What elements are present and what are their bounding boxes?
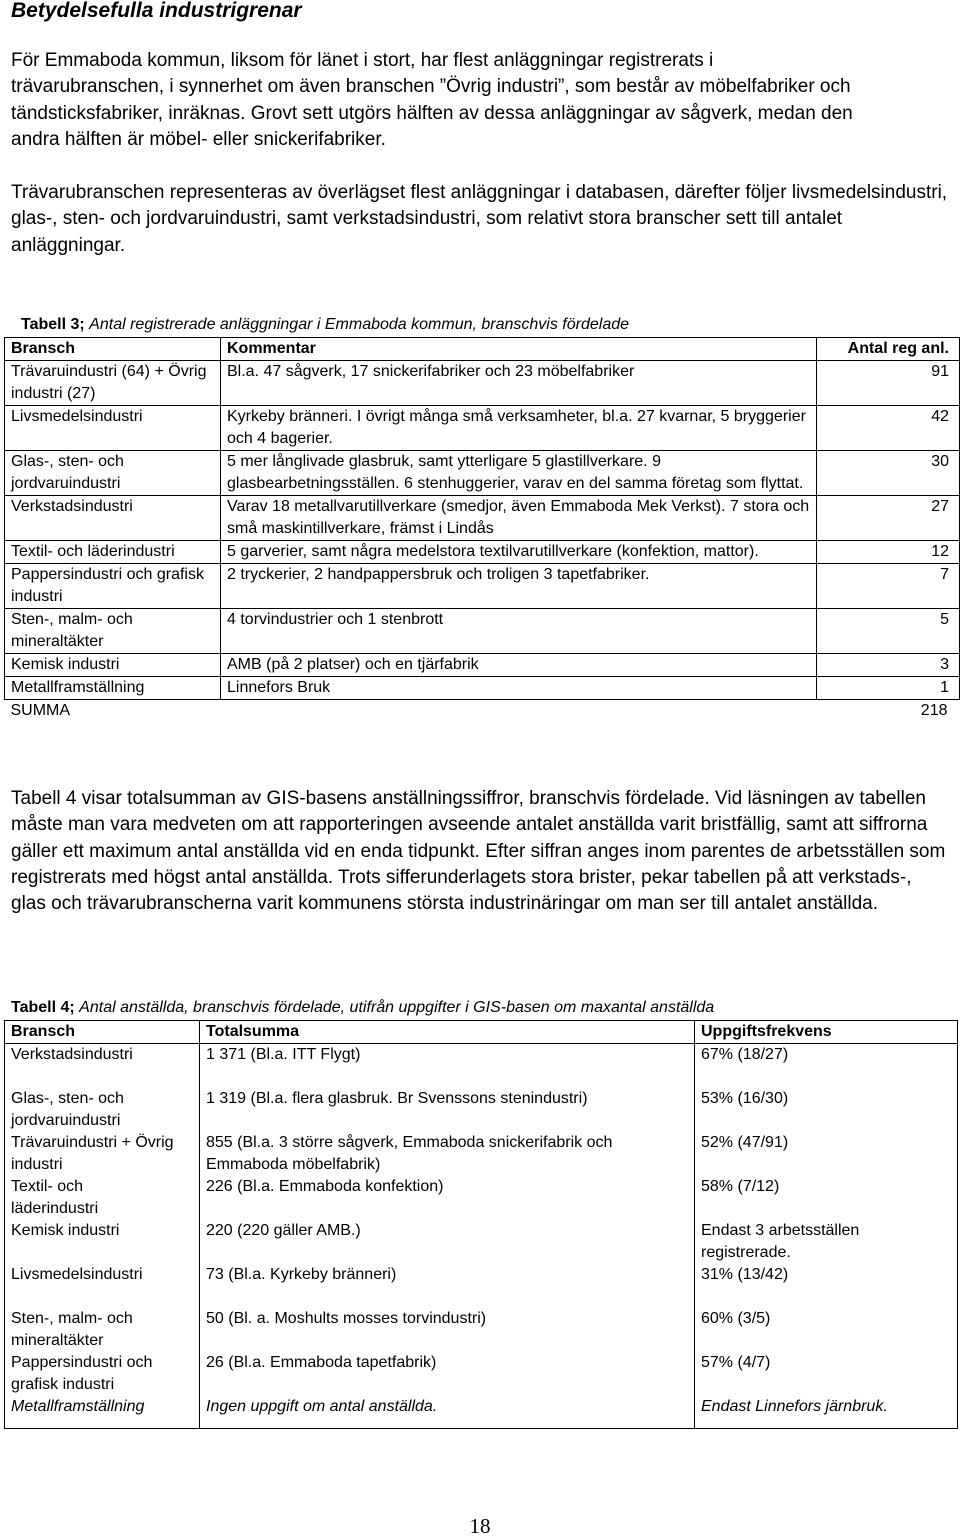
table-row (5, 406, 960, 451)
table-row (5, 609, 960, 654)
paragraph-table4-intro: Tabell 4 visar totalsumman av GIS-basens anställningssiffror, branschvis fördelade. Vid läsningen av tabellen måste man vara medveten om att rapporteringen avseende antalet anställda varit bristfällig, samt att siffrorna gäller ett maximum antal anställda vid en enda tidpunkt. Efter siffran anges inom parentes de arbetsställen som registrerats med högst antal anställda. Trots sifferunderlagets stora brister, pekar tabellen på att verkstads-, glas och trävarubranscherna varit kommunens största industrinäringar om man ser till antalet anställda. (11, 788, 946, 915)
table-row (5, 1176, 958, 1220)
table3-sum-value: 218 (817, 700, 960, 723)
table-row (5, 677, 960, 700)
table4-header-totalsumma: Totalsumma (200, 1021, 695, 1044)
table3-cell-bransch: Sten-, malm- och mineraltäkter (5, 609, 221, 654)
table3-cell-kommentar: 2 tryckerier, 2 handpappersbruk och troligen 3 tapetfabriker. (221, 564, 817, 609)
table3-cell-bransch: Kemisk industri (5, 654, 221, 677)
table-row (5, 1396, 958, 1429)
table4-header-row (5, 1021, 958, 1044)
table3-header-kommentar: Kommentar (221, 338, 817, 361)
table4-caption (11, 997, 714, 1019)
table3-header-antal: Antal reg anl. (817, 338, 960, 361)
table4-cell-bransch: Metallframställning (5, 1396, 200, 1429)
table3-cell-kommentar: Varav 18 metallvarutillverkare (smedjor, även Emmaboda Mek Verkst). 7 stora och små maskintillverkare, främst i Lindås (221, 496, 817, 541)
table4-cell-bransch: Glas-, sten- och jordvaruindustri (5, 1088, 200, 1132)
table3-cell-kommentar: Linnefors Bruk (221, 677, 817, 700)
paragraph-intro: För Emmaboda kommun, liksom för länet i stort, har flest anläggningar registrerats i trävarubranschen, i synnerhet om även branschen ”Övrig industri”, som består av möbelfabriker och tändsticksfabriker, inräknas. Grovt sett utgörs hälften av dessa anläggningar av sågverk, medan den andra hälften är möbel- eller snickerifabriker. (11, 50, 853, 150)
table3-caption (21, 314, 629, 336)
table4-cell-total: 50 (Bl. a. Moshults mosses torvindustri) (200, 1308, 695, 1352)
table4-cell-frekvens: Endast Linnefors järnbruk. (695, 1396, 958, 1429)
table-row (5, 654, 960, 677)
table-row (5, 541, 960, 564)
table-row (5, 1044, 958, 1089)
table4-cell-bransch: Sten-, malm- och mineraltäkter (5, 1308, 200, 1352)
table4-cell-bransch: Livsmedelsindustri (5, 1264, 200, 1308)
table3-cell-antal: 1 (817, 677, 960, 700)
table3-cell-bransch: Metallframställning (5, 677, 221, 700)
table4-cell-frekvens: 31% (13/42) (695, 1264, 958, 1308)
table3-cell-bransch: Trävaruindustri (64) + Övrig industri (27) (5, 361, 221, 406)
table4-cell-total: 1 371 (Bl.a. ITT Flygt) (200, 1044, 695, 1089)
table4-cell-frekvens: Endast 3 arbetsställen registrerade. (695, 1220, 958, 1264)
table3-cell-antal: 27 (817, 496, 960, 541)
table-row (5, 1132, 958, 1176)
table4-cell-total: Ingen uppgift om antal anställda. (200, 1396, 695, 1429)
table-row (5, 1088, 958, 1132)
table3-cell-kommentar: AMB (på 2 platser) och en tjärfabrik (221, 654, 817, 677)
table3 (4, 337, 960, 722)
page-number: 18 (469, 1514, 491, 1538)
table4-caption-label: Tabell 4; (11, 999, 75, 1016)
table4-header-bransch: Bransch (5, 1021, 200, 1044)
table4-cell-bransch: Pappersindustri och grafisk industri (5, 1352, 200, 1396)
table3-cell-kommentar: 5 mer långlivade glasbruk, samt ytterligare 5 glastillverkare. 9 glasbearbetningsställen. 6 stenhuggerier, varav en del samma företag som flyttat. (221, 451, 817, 496)
table-row (5, 361, 960, 406)
table4-cell-total: 855 (Bl.a. 3 större sågverk, Emmaboda snickerifabrik och Emmaboda möbelfabrik) (200, 1132, 695, 1176)
table3-cell-bransch: Glas-, sten- och jordvaruindustri (5, 451, 221, 496)
table3-cell-antal: 7 (817, 564, 960, 609)
table3-cell-bransch: Livsmedelsindustri (5, 406, 221, 451)
table-row (5, 1220, 958, 1264)
table3-cell-antal: 91 (817, 361, 960, 406)
table3-sum-empty (221, 700, 817, 723)
table3-cell-kommentar: 4 torvindustrier och 1 stenbrott (221, 609, 817, 654)
table-row (5, 1352, 958, 1396)
table4-cell-total: 1 319 (Bl.a. flera glasbruk. Br Svenssons stenindustri) (200, 1088, 695, 1132)
section-heading: Betydelsefulla industrigrenar (11, 0, 302, 22)
table-row (5, 451, 960, 496)
table-row (5, 1264, 958, 1308)
table4-cell-bransch: Trävaruindustri + Övrig industri (5, 1132, 200, 1176)
table3-cell-antal: 3 (817, 654, 960, 677)
table3-cell-kommentar: 5 garverier, samt några medelstora textilvarutillverkare (konfektion, mattor). (221, 541, 817, 564)
table4-cell-frekvens: 52% (47/91) (695, 1132, 958, 1176)
table4-header-frekvens: Uppgiftsfrekvens (695, 1021, 958, 1044)
table4-cell-bransch: Kemisk industri (5, 1220, 200, 1264)
table4-cell-frekvens: 57% (4/7) (695, 1352, 958, 1396)
table4-cell-frekvens: 58% (7/12) (695, 1176, 958, 1220)
table4 (4, 1020, 958, 1429)
table4-cell-total: 73 (Bl.a. Kyrkeby bränneri) (200, 1264, 695, 1308)
table4-cell-total: 226 (Bl.a. Emmaboda konfektion) (200, 1176, 695, 1220)
table3-cell-antal: 12 (817, 541, 960, 564)
table3-cell-bransch: Pappersindustri och grafisk industri (5, 564, 221, 609)
table3-cell-bransch: Verkstadsindustri (5, 496, 221, 541)
table3-caption-label: Tabell 3; (21, 316, 85, 333)
table3-header-row (5, 338, 960, 361)
table3-cell-antal: 5 (817, 609, 960, 654)
table4-cell-frekvens: 60% (3/5) (695, 1308, 958, 1352)
table3-caption-text: Antal registrerade anläggningar i Emmaboda kommun, branschvis fördelade (89, 316, 630, 333)
table3-cell-kommentar: Bl.a. 47 sågverk, 17 snickerifabriker och 23 möbelfabriker (221, 361, 817, 406)
table4-cell-frekvens: 53% (16/30) (695, 1088, 958, 1132)
table3-cell-kommentar: Kyrkeby bränneri. I övrigt många små verksamheter, bl.a. 27 kvarnar, 5 bryggerier och 4 bagerier. (221, 406, 817, 451)
table4-cell-total: 220 (220 gäller AMB.) (200, 1220, 695, 1264)
table3-sum-row (5, 700, 960, 723)
table-row (5, 1308, 958, 1352)
table-row (5, 496, 960, 541)
paragraph-branches: Trävarubranschen representeras av överlägset flest anläggningar i databasen, därefter följer livsmedelsindustri, glas-, sten- och jordvaruindustri, samt verkstadsindustri, som relativt stora branscher sett till antalet anläggningar. (11, 182, 948, 256)
table4-caption-text: Antal anställda, branschvis fördelade, utifrån uppgifter i GIS-basen om maxantal anställda (79, 999, 715, 1016)
table3-cell-antal: 42 (817, 406, 960, 451)
table3-cell-antal: 30 (817, 451, 960, 496)
table4-cell-bransch: Verkstadsindustri (5, 1044, 200, 1089)
table3-cell-bransch: Textil- och läderindustri (5, 541, 221, 564)
table4-cell-bransch: Textil- och läderindustri (5, 1176, 200, 1220)
table4-cell-total: 26 (Bl.a. Emmaboda tapetfabrik) (200, 1352, 695, 1396)
table4-cell-frekvens: 67% (18/27) (695, 1044, 958, 1089)
table-row (5, 564, 960, 609)
table3-header-bransch: Bransch (5, 338, 221, 361)
table3-sum-label: SUMMA (5, 700, 221, 723)
